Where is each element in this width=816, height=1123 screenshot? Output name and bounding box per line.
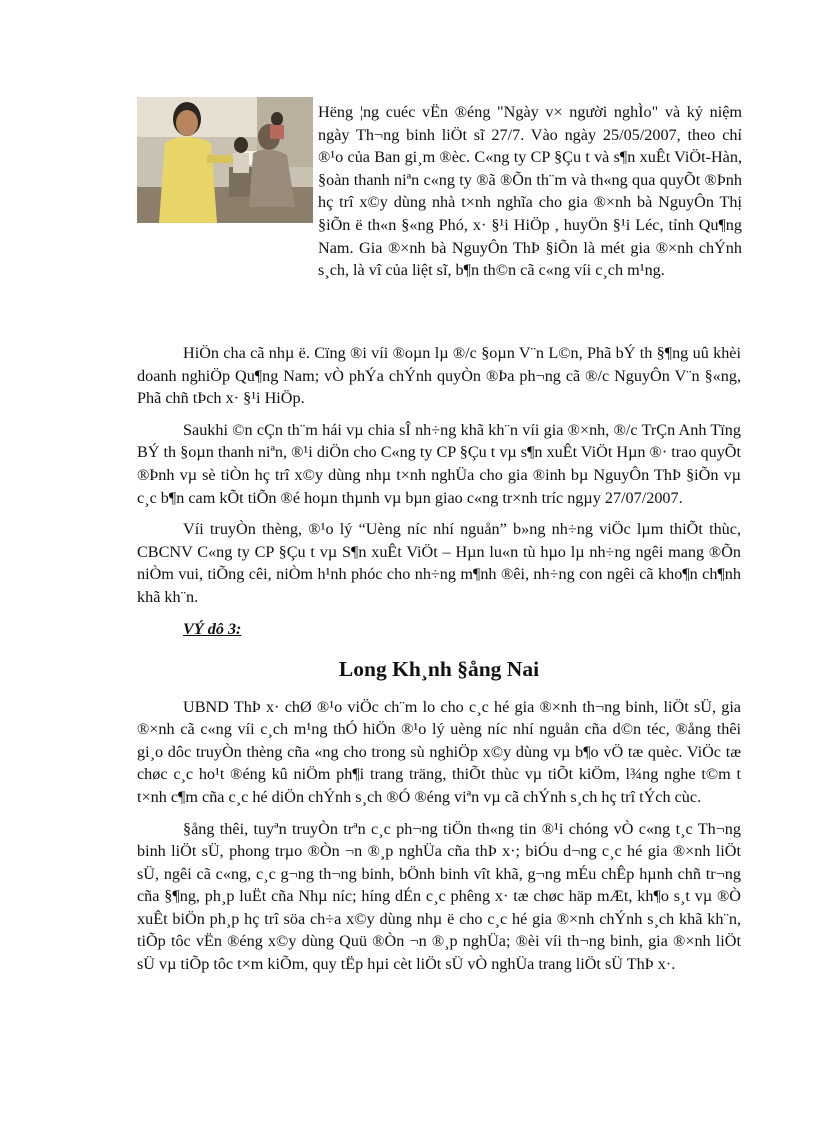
paragraph-3: Víi truyÒn thèng, ®¹o lý “Uèng níc nhí nguån” b»ng nh÷ng viÖc lµm thiÕt thùc, CBCNV C«ng ty CP §Çu t vµ S¶n xuÊt ViÖt – Hµn lu«n tù hµo lµ nh÷ng ngêi mang ®Õn niÒm vui, tiÕng cêi, niÒm h¹nh phóc cho nh÷ng m¶nh ®êi, nh÷ng con ngêi cã kho¶n ch¶nh khã kh¨n. [137, 520, 741, 606]
section-heading: Long Kh¸nh §ång Nai [338, 656, 540, 681]
paragraph-1: HiÖn cha cã nhµ ë. Cïng ®i víi ®oµn lµ ®/c §oµn V¨n L©n, Phã bÝ th §¶ng uû khèi doanh nghiÖp Qu¶ng Nam; vÒ phÝa chÝnh quyÒn ®Þa ph¬ng cã ®/c NguyÔn V¨n §«ng, Phã chñ tÞch x· §¹i HiÖp. [137, 344, 741, 408]
ceremony-photo [137, 97, 313, 223]
paragraph-2: Saukhi ©n cÇn th¨m hái vµ chia sÎ nh÷ng khã kh¨n víi gia ®×nh, ®/c TrÇn Anh Tïng BÝ th §oµn thanh niªn, ®¹i diÖn cho C«ng ty CP §Çu t vµ s¶n xuÊt ViÖt Hµn ®· trao quyÕt ®Þnh vµ sè tiÒn hç trî x©y dùng nhµ t×nh nghÜa cho gia ®inh bµ NguyÔn ThÞ §iÕn vµ c¸c b¶n cam kÕt tiÕn ®é hoµn thµnh vµ bµn giao c«ng tr×nh tríc ngµy 27/07/2007. [137, 420, 741, 507]
intro-text: Hëng ¦ng cuéc vËn ®éng "Ngày v× người nghÌo" và kỷ niệm ngày Th¬ng binh liÖt sĩ 27/7. Vào ngày 25/05/2007, theo chỉ ®¹o của Ban gi¸m ®èc. C«ng ty CP §Çu t và s¶n xuÊt ViÖt-Hàn, §oàn thanh niªn c«ng ty ®ã ®Õn th¨m và th«ng qua quyÕt ®Þnh hç trî x©y dùng nhà t×nh nghĩa cho gia ®×nh bà NguyÔn Thị §iÕn ë th«n §«ng Phó, x· §¹i HiÖp , huyÖn §¹i Léc, tỉnh Qu¶ng Nam. Gia ®×nh bà NguyÔn ThÞ §iÕn là mét gia ®×nh chÝnh s¸ch, là vî của liệt sĩ, b¶n th©n cã c«ng víi c¸ch m¹ng. [318, 103, 742, 280]
document-body [137, 342, 741, 985]
example-label: VÝ dô 3: [183, 619, 242, 638]
paragraph-5: §ång thêi, tuyªn truyÒn trªn c¸c ph¬ng tiÖn th«ng tin ®¹i chóng vÒ c«ng t¸c Th¬ng binh liÖt sÜ, phong trµo ®Òn ¬n ®¸p nghÜa cña thÞ x·; biÓu d¬ng c¸c hé gia ®×nh liÖt sÜ, ngêi cã c«ng, c¸c g¬ng th¬ng binh, bÖnh binh vît khã, g¬ng mÉu chÊp hµnh chñ tr¬ng cña §¶ng, ph¸p luËt cña Nhµ níc; híng dÉn c¸c phêng x· tæ chøc häp mÆt, kh¶o s¸t vµ ®Ò xuÊt biÖn ph¸p hç trî söa ch÷a x©y dùng nhµ ë cho c¸c hé gia ®×nh chÝnh s¸ch khã kh¨n, tiÕp tôc vËn ®éng x©y dùng Quü ®Òn ¬n ®¸p nghÜa; ®èi víi th¬ng binh, gia ®×nh liÖt sÜ vµ tiÕp tôc t×m kiÕm, quy tËp hµi cèt liÖt sÜ vÒ nghÜa trang liÖt sÜ ThÞ x·. [137, 819, 741, 974]
ceremony-photo-image [137, 97, 313, 223]
paragraph-4: UBND ThÞ x· chØ ®¹o viÖc ch¨m lo cho c¸c hé gia ®×nh th¬ng binh, liÖt sÜ, gia ®×nh cã c«ng víi c¸ch m¹ng thÓ hiÖn ®¹o lý uèng níc nhí nguån cña d©n téc, ®ång thêi gi¸o dôc truyÒn thèng cña «ng cho trong sù nghiÖp x©y dùng vµ b¶o vÖ tæ quèc. ViÖc tæ chøc c¸c ho¹t ®éng kû niÖm ph¶i trang träng, thiÕt thùc vµ tiÕt kiÖm, l¾ng nghe t©m t t×nh c¶m cña c¸c hé diÖn chÝnh s¸ch ®Ó ®éng viªn vµ cã chÝnh s¸ch hç trî tÝch cùc. [137, 697, 741, 806]
